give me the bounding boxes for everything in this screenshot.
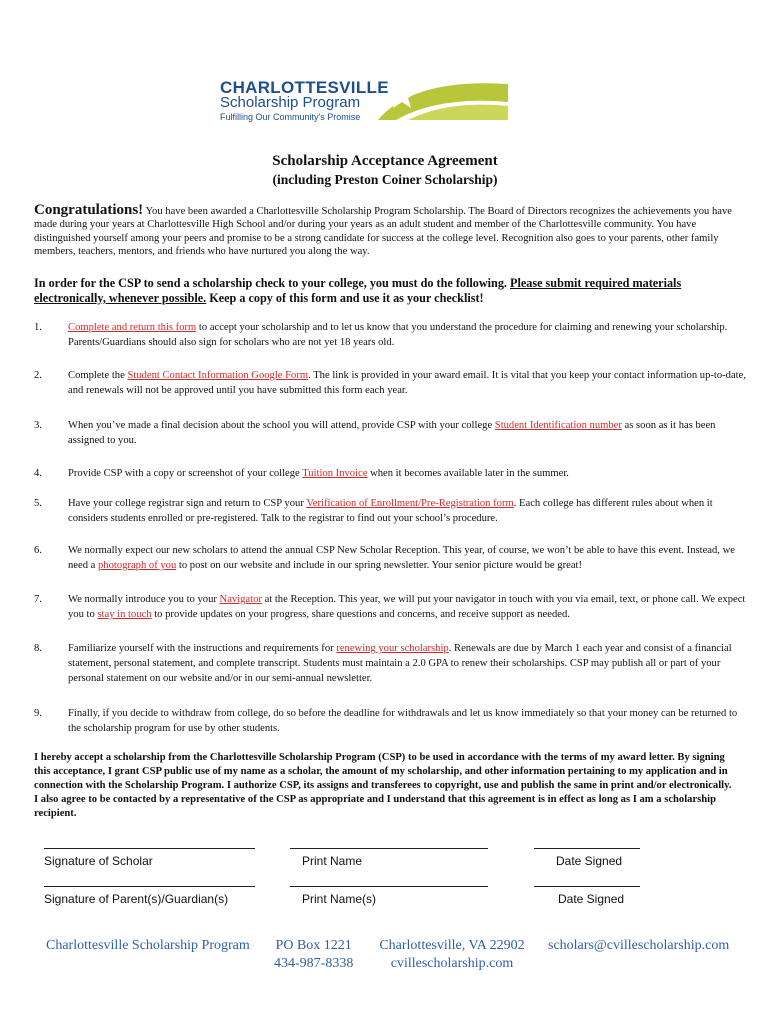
instructions-part1: In order for the CSP to send a scholarship check to your college, you must do the following.: [34, 276, 511, 290]
swoosh-star-icon: [378, 76, 508, 120]
logo-title: CHARLOTTESVILLE: [220, 78, 389, 97]
congrats-heading: Congratulations!: [34, 202, 144, 218]
item-text: Complete the: [68, 370, 128, 381]
logo-tagline: Fulfilling Our Community's Promise: [220, 112, 361, 122]
item-text: Have your college registrar sign and return to CSP your: [68, 498, 307, 509]
renewing-scholarship-link[interactable]: renewing your scholarship: [336, 643, 449, 654]
item-text: to provide updates on your progress, share questions and concerns, and receive support as needed.: [151, 609, 570, 620]
parent-signature-line[interactable]: [44, 886, 255, 887]
item-text: to accept your scholarship and to let us know that you understand the procedure for claiming and renewing your scholarship. Parents/Guardians should also sign for scholars who are not yet 18 years old.: [68, 322, 728, 348]
footer-address-block: [274, 937, 353, 973]
item-text: . The link is provided in your award email. It is vital that you keep your contact information up-to-date, and renewals will not be approved until you have submitted this form each year.: [68, 370, 746, 396]
date-signed-line[interactable]: [534, 848, 640, 849]
intro-text: You have been awarded a Charlottesville Scholarship Program Scholarship. The Board of Directors recognizes the achievements you have made during your years at Charlottesville High School and/or during your years as an adult student and member of the Charlottesville community. You have distinguished yourself among your peers and promise to be a strong candidate for success at the college level. Recognition also goes to your parents, other family members, teachers, mentors, and friends who have nurtured you along the way.: [34, 206, 732, 258]
item-text: . Each college has different rules about when it considers students enrolled or pre-registered. Talk to the registrar to find out your school’s procedure.: [68, 498, 713, 524]
instructions-part3: Keep a copy of this form and use it as your checklist!: [206, 291, 484, 305]
page-subtitle: (including Preston Coiner Scholarship): [272, 172, 498, 187]
footer-phone: 434-987-8338: [274, 956, 354, 971]
item-number: 8.: [34, 643, 42, 654]
contact-form-link[interactable]: Student Contact Information Google Form: [127, 370, 309, 381]
complete-form-link[interactable]: Complete and return this form: [68, 322, 197, 333]
stay-in-touch-link[interactable]: stay in touch: [97, 609, 152, 620]
date-signed-label: Date Signed: [556, 854, 623, 868]
signature-scholar-label: Signature of Scholar: [44, 854, 153, 868]
scholar-signature-line[interactable]: [44, 848, 255, 849]
item-number: 6.: [34, 545, 42, 556]
print-name-label: Print Name: [302, 854, 363, 868]
student-id-link[interactable]: Student Identification number: [494, 420, 622, 431]
photograph-link[interactable]: photograph of you: [98, 560, 177, 571]
item-number: 3.: [34, 420, 42, 431]
item-text: Provide CSP with a copy or screenshot of your college: [68, 468, 303, 479]
page-title: Scholarship Acceptance Agreement: [272, 153, 498, 169]
footer-email[interactable]: scholars@cvillescholarship.com: [548, 938, 730, 953]
item-text: We normally expect our new scholars to attend the annual CSP New Scholar Reception. This year, of course, we won’t be able to have this event. Instead, we need a: [68, 545, 735, 571]
item-number: 2.: [34, 370, 42, 381]
instructions-heading: [34, 276, 734, 306]
tuition-invoice-link[interactable]: Tuition Invoice: [302, 468, 368, 479]
verification-form-link[interactable]: Verification of Enrollment/Pre-Registration form: [306, 498, 514, 509]
item-number: 1.: [34, 322, 42, 333]
item-number: 9.: [34, 708, 42, 719]
date-signed-line-2[interactable]: [534, 886, 640, 887]
footer-website[interactable]: cvillescholarship.com: [390, 956, 514, 971]
intro-paragraph: [34, 204, 734, 259]
item-number: 4.: [34, 468, 42, 479]
date-signed-label-2: Date Signed: [558, 892, 625, 906]
item-text: to post on our website and include in our spring newsletter. Your senior picture would be great!: [176, 560, 582, 571]
footer-city: Charlottesville, VA 22902: [379, 938, 525, 953]
logo-subtitle: Scholarship Program: [220, 94, 361, 111]
item-text: at the Reception. This year, we will put your navigator in touch with you via email, text, or phone call. We expect you to: [68, 594, 746, 620]
footer-city-block: [374, 937, 530, 973]
item-text: Finally, if you decide to withdraw from college, do so before the deadline for withdrawals and let us know immediately so that your money can be returned to the scholarship program for use by other students.: [68, 708, 738, 734]
item-text: We normally introduce you to your: [68, 594, 220, 605]
acceptance-statement: I hereby accept a scholarship from the Charlottesville Scholarship Program (CSP) to be used in accordance with the terms of my award letter. By signing this acceptance, I grant CSP public use of my name as a scholar, the amount of my scholarship, and other information pertaining to my application and in connection with the Scholarship Program. I authorize CSP, its assigns and transferees to copyright, use and publish the same in print and/or electronically. I also agree to be contacted by a representative of the CSP as appropriate and I understand that this agreement is in effect as long as I am a scholarship recipient.: [34, 752, 732, 819]
item-text: When you’ve made a final decision about the school you will attend, provide CSP with your college: [68, 420, 495, 431]
print-names-line[interactable]: [290, 886, 488, 887]
item-text: when it becomes available later in the summer.: [367, 468, 569, 479]
footer-po-box: PO Box 1221: [275, 938, 352, 953]
csp-logo: [220, 78, 480, 128]
print-names-label: Print Name(s): [302, 892, 377, 906]
print-name-line[interactable]: [290, 848, 488, 849]
instructions-part2: Please submit required materials electronically, whenever possible.: [34, 276, 682, 305]
footer-org: Charlottesville Scholarship Program: [46, 938, 250, 953]
item-text: Familiarize yourself with the instructions and requirements for: [68, 643, 337, 654]
signature-parent-label: Signature of Parent(s)/Guardian(s): [44, 892, 229, 906]
navigator-link[interactable]: Navigator: [219, 594, 262, 605]
item-text: . Renewals are due by March 1 each year and consist of a financial statement, personal statement, and complete transcript. Students must maintain a 2.0 GPA to renew their scholarships. CSP may publish all or part of your personal statement on our website and/or in our semi-annual newsletter.: [68, 643, 732, 684]
item-number: 5.: [34, 498, 42, 509]
item-number: 7.: [34, 594, 42, 605]
item-text: as soon as it has been assigned to you.: [68, 420, 716, 446]
